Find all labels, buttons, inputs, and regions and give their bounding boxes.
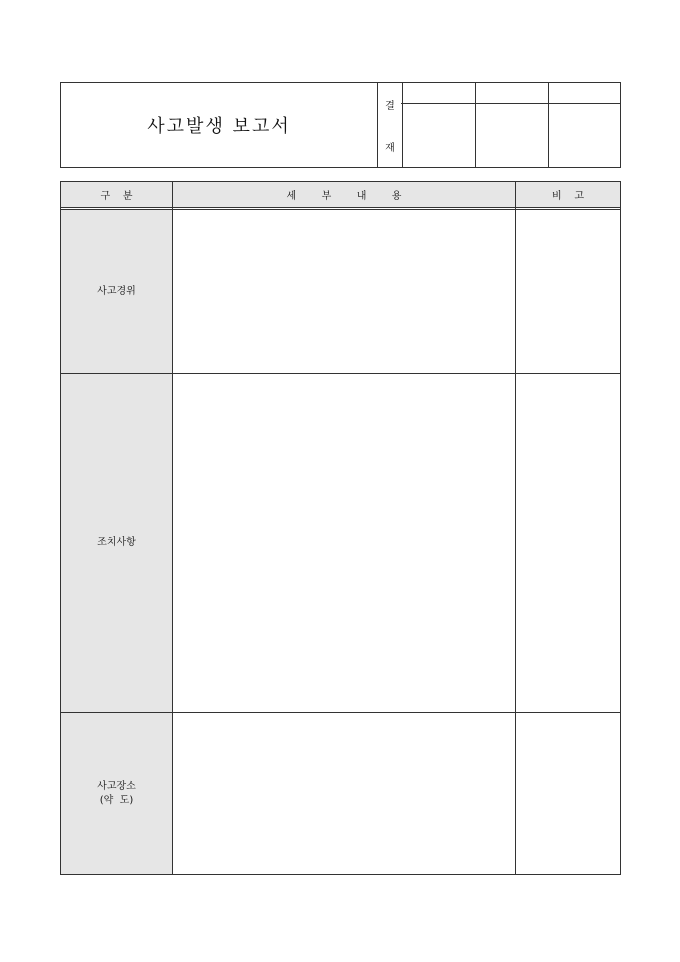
signature-box-1-title[interactable] <box>401 83 475 104</box>
report-header <box>60 82 621 168</box>
details-field-actions-taken[interactable] <box>173 374 515 712</box>
column-header-details: 세 부 내 용 <box>173 182 515 207</box>
approval-label-bottom: 재 <box>385 142 395 154</box>
column-divider-2 <box>515 182 516 874</box>
remarks-field-accident-location[interactable] <box>516 713 620 874</box>
signature-box-2-title[interactable] <box>475 83 548 104</box>
row-divider-2 <box>61 712 620 713</box>
signature-box-2[interactable] <box>475 83 549 167</box>
remarks-field-accident-circumstances[interactable] <box>516 210 620 373</box>
title-cell <box>61 83 377 167</box>
column-header-remarks: 비 고 <box>516 182 620 207</box>
row-category-accident-circumstances: 사고경위 <box>61 210 172 373</box>
approval-label <box>377 83 403 167</box>
signature-box-3-title[interactable] <box>548 83 620 104</box>
report-table <box>60 181 621 875</box>
column-divider-1 <box>172 182 173 874</box>
row-category-actions-taken: 조치사항 <box>61 374 172 712</box>
signature-box-1[interactable] <box>401 83 476 167</box>
signature-box-3[interactable] <box>548 83 620 167</box>
details-field-accident-location[interactable] <box>173 713 515 874</box>
approval-label-top: 결 <box>385 100 395 112</box>
row-divider-1 <box>61 373 620 374</box>
remarks-field-actions-taken[interactable] <box>516 374 620 712</box>
details-field-accident-circumstances[interactable] <box>173 210 515 373</box>
document-title: 사고발생 보고서 <box>147 116 291 137</box>
column-header-category: 구 분 <box>61 182 172 207</box>
row-category-accident-location: 사고장소 (약 도) <box>61 713 172 874</box>
